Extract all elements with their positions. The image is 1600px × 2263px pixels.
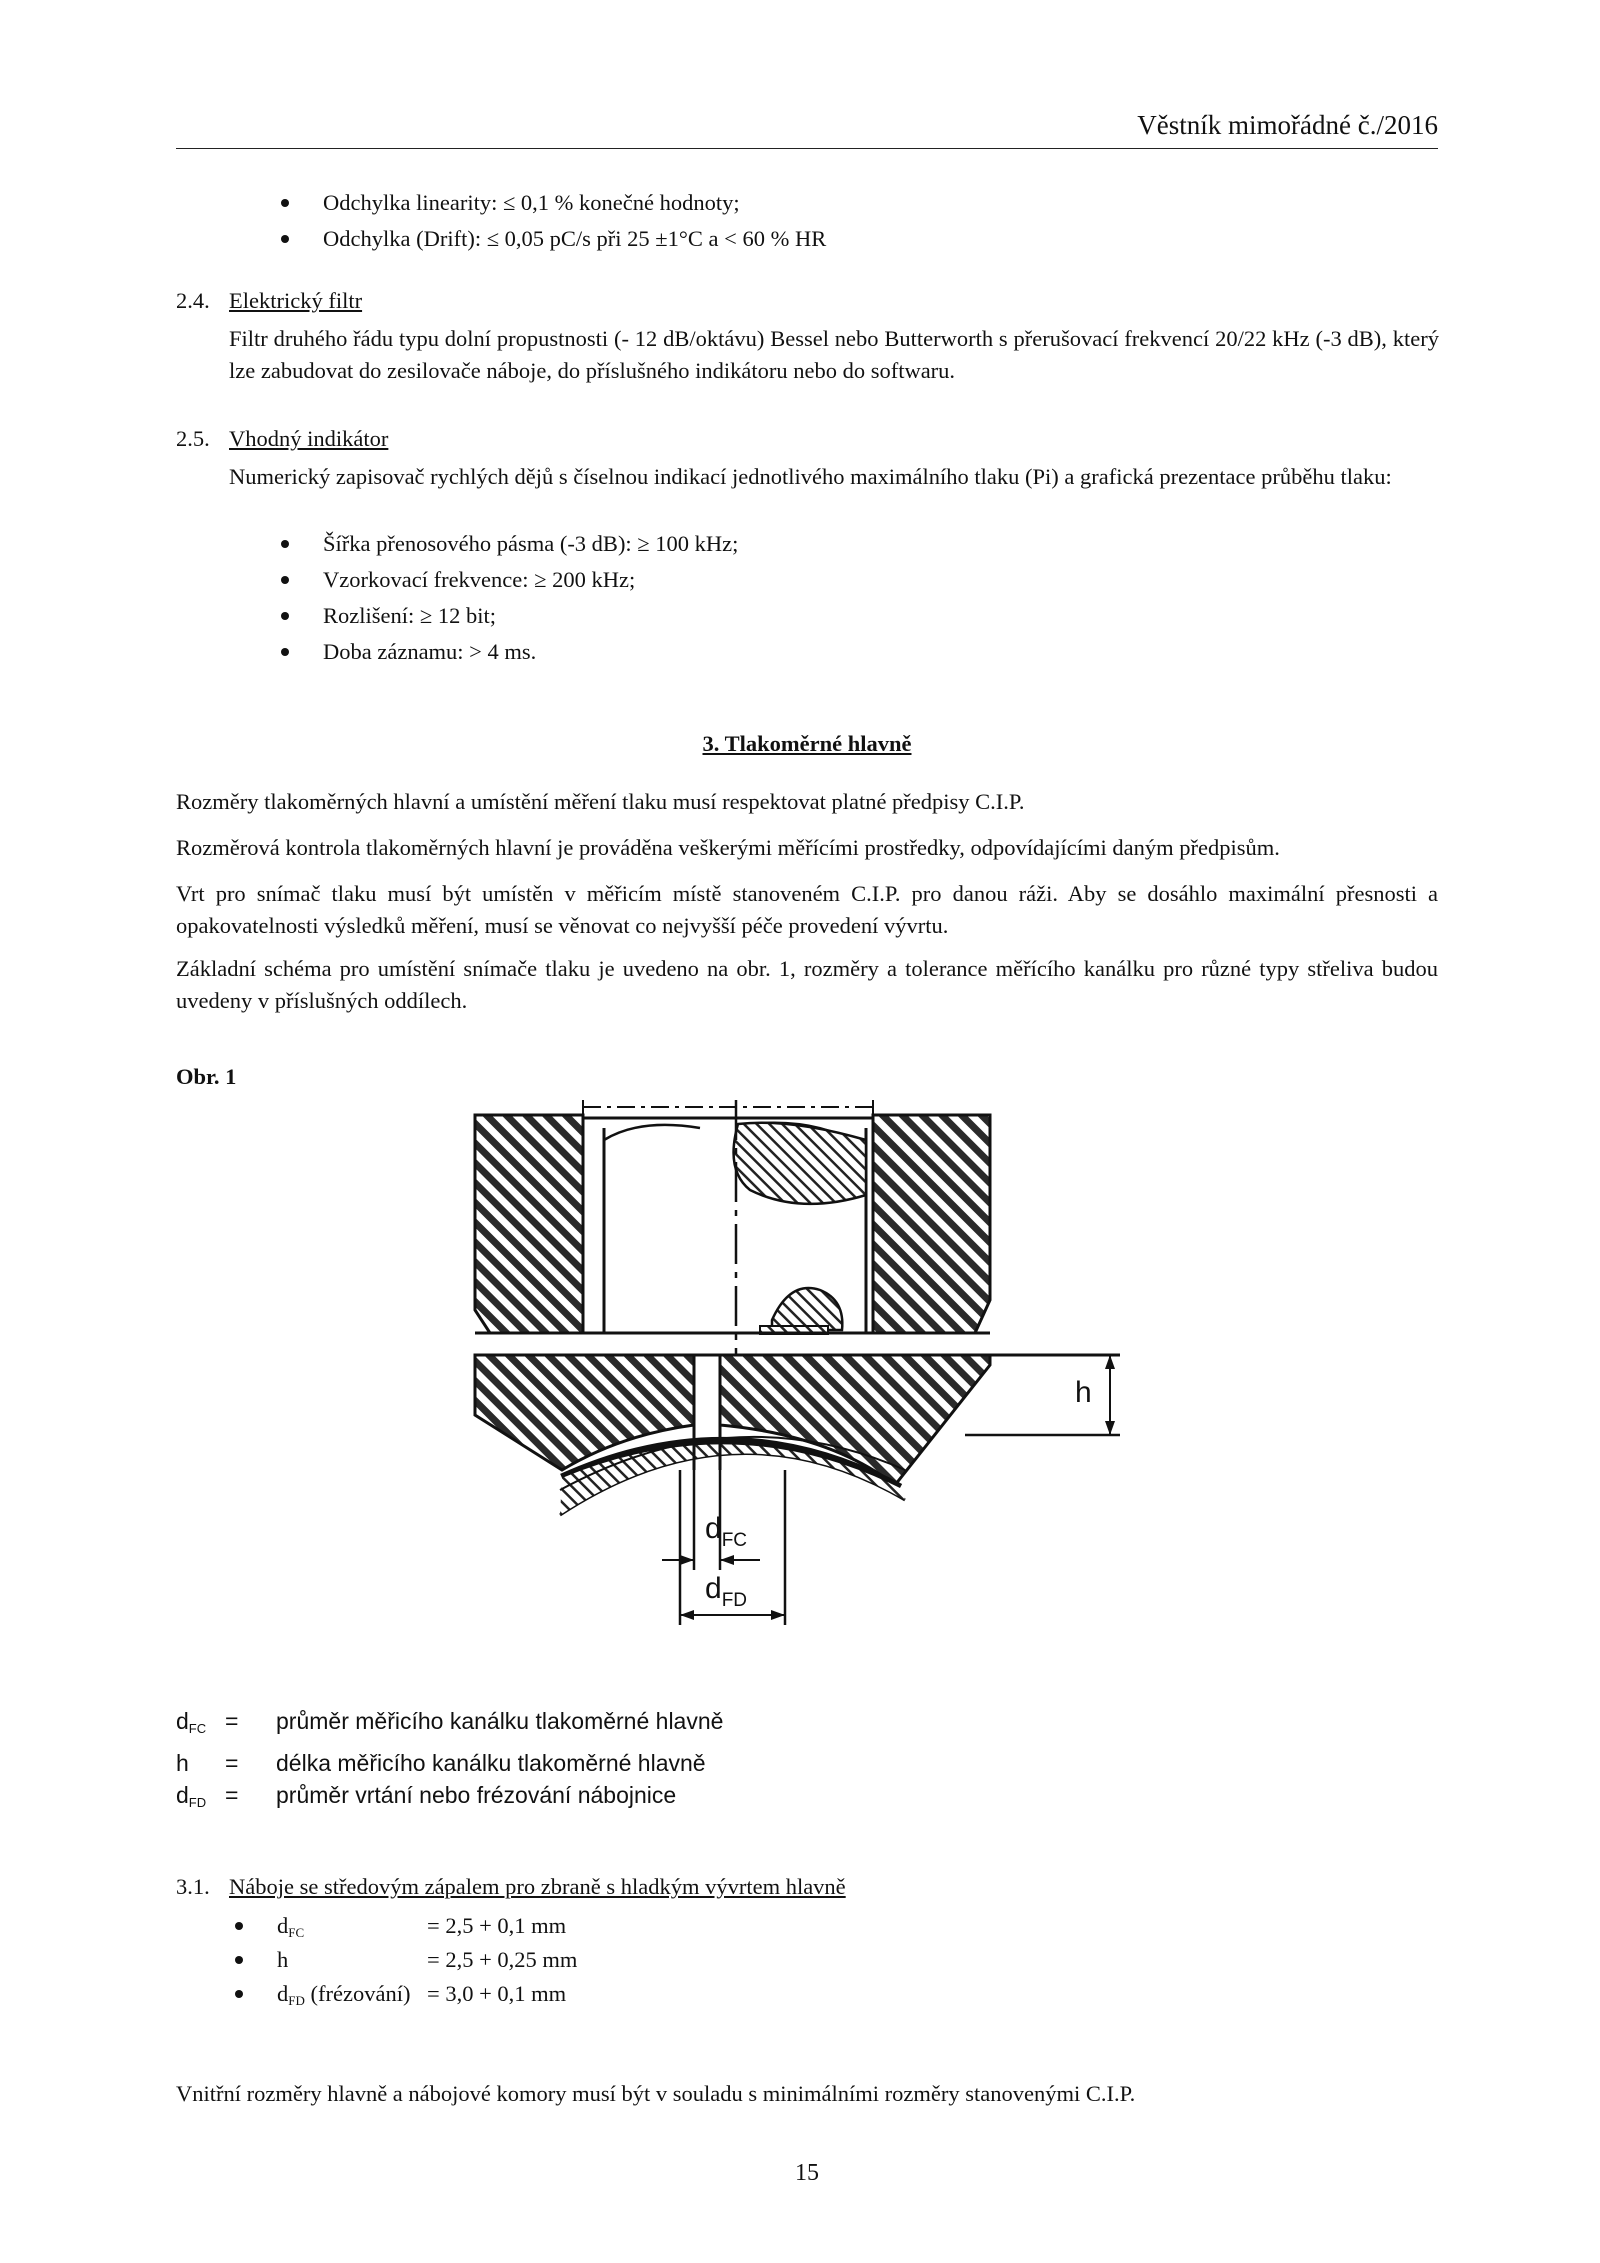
section-2-5-text: Numerický zapisovač rychlých dějů s číselnou indikací jednotlivého maximálního tlaku (Pi) a grafická prezentace průběhu tlaku: [229, 464, 1392, 489]
legend-symbol: $d_{FD}$ [176, 1782, 207, 1810]
section-number: 2.5. [176, 426, 210, 451]
figure-legend: $d_{FC}$ = průměr měřicího kanálku tlakoměrné hlavně h = délka měřicího kanálku tlakoměrné hlavně $d_{FD}$ = průměr vrtání nebo frézování nábojnice [176, 1708, 724, 1810]
section-heading-2-4 [176, 288, 362, 314]
list-item: Odchylka linearity: ≤ 0,1 % konečné hodnoty; [275, 187, 1425, 223]
section-number: 2.4. [176, 288, 210, 313]
list-item: $d_{FC} = 2,5 + 0,1$ mm [229, 1910, 929, 1944]
page-header [176, 110, 1438, 149]
list-item: Odchylka (Drift): ≤ 0,05 pC/s při 25 ±1°C a < 60 % HR [275, 223, 1425, 259]
barrel-wall-left [475, 1115, 583, 1333]
dimension-list [229, 1910, 929, 2012]
list-item: Doba záznamu: > 4 ms. [275, 636, 1375, 672]
section-number: 3.1. [176, 1874, 210, 1899]
pressure-barrel-diagram [430, 1100, 1150, 1640]
chapter-paragraph: Vrt pro snímač tlaku musí být umístěn v měřicím místě stanoveném C.I.P. pro danou ráži. Aby se dosáhlo maximální přesnosti a opakovatelnosti výsledků měření, musí se věnovat co nejvyšší péče provedení vývrtu. [176, 881, 1438, 938]
h-label: h [1075, 1376, 1092, 1409]
legend-symbol: h [176, 1750, 189, 1776]
barrel-wall-right [873, 1115, 990, 1333]
section-title: Elektrický filtr [229, 288, 363, 313]
dfd-label: $d_{FD}$ [705, 1572, 748, 1611]
list-item: Rozlišení: ≥ 12 bit; [275, 600, 1375, 636]
list-item: h = 2,5 + 0,25 mm [229, 1944, 929, 1978]
indicator-bullet-list [275, 528, 1375, 672]
section-heading-3-1 [176, 1874, 846, 1900]
page-number: 15 [795, 2160, 819, 2186]
list-item: Vzorkovací frekvence: ≥ 200 kHz; [275, 564, 1375, 600]
dfc-label: $d_{FC}$ [705, 1512, 748, 1551]
bullet-section-upper [734, 1123, 866, 1204]
bullet-section-lower [772, 1288, 842, 1330]
chapter-title: 3. Tlakoměrné hlavně [702, 731, 912, 756]
chapter-paragraph: Základní schéma pro umístění snímače tlaku je uvedeno na obr. 1, rozměry a tolerance měřícího kanálku pro různé typy střeliva budou uvedeny v příslušných oddílech. [176, 956, 1438, 1013]
header-title: Věstník mimořádné č./2016 [1137, 110, 1438, 140]
figure-label: Obr. 1 [176, 1064, 237, 1089]
list-item: Šířka přenosového pásma (-3 dB): ≥ 100 kHz; [275, 528, 1375, 564]
section-title: Náboje se středovým zápalem pro zbraně s hladkým vývrtem hlavně [229, 1874, 846, 1899]
chapter-paragraph: Rozměrová kontrola tlakoměrných hlavní je prováděna veškerými měřícími prostředky, odpovídajícími daným předpisům. [176, 835, 1280, 860]
section-heading-2-5 [176, 426, 388, 452]
section-2-4-text: Filtr druhého řádu typu dolní propustnosti (- 12 dB/oktávu) Bessel nebo Butterworth s přerušovací frekvencí 20/22 kHz (-3 dB), který lze zabudovat do zesilovače náboje, do příslušného indikátoru nebo do softwaru. [229, 326, 1439, 383]
legend-symbol: $d_{FC}$ [176, 1708, 207, 1736]
closing-paragraph: Vnitřní rozměry hlavně a nábojové komory musí být v souladu s minimálními rozměry stanovenými C.I.P. [176, 2081, 1136, 2106]
top-bullet-list [275, 187, 1425, 259]
section-title: Vhodný indikátor [229, 426, 389, 451]
chapter-paragraph: Rozměry tlakoměrných hlavní a umístění měření tlaku musí respektovat platné předpisy C.I.P. [176, 789, 1025, 814]
list-item: $d_{FD}$ (frézování) = 3,0 + 0,1 mm [229, 1978, 929, 2012]
